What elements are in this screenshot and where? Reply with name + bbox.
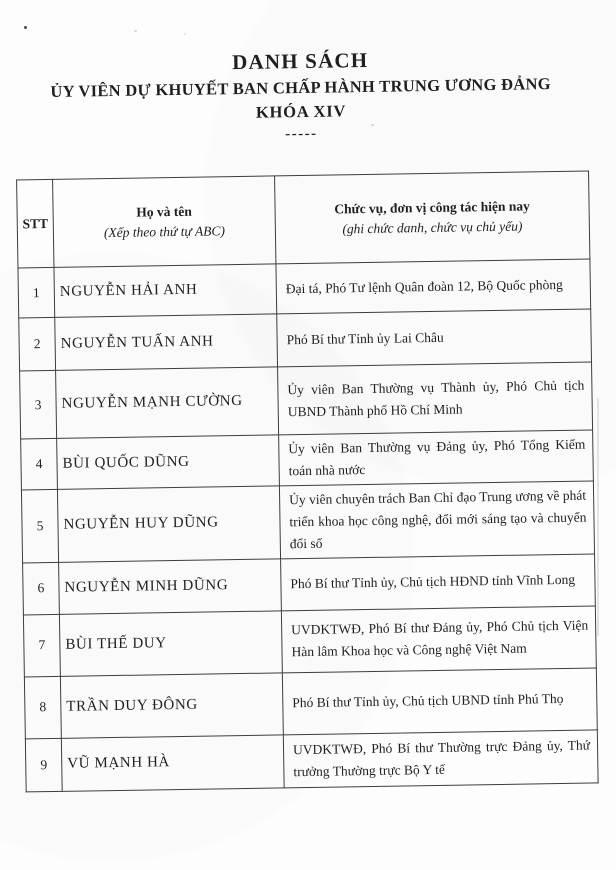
- member-position: Phó Bí thư Tỉnh ủy Lai Châu: [277, 309, 592, 367]
- table-row: [18, 259, 591, 318]
- row-number: 6: [23, 562, 60, 615]
- table-row: [19, 309, 592, 371]
- member-position: Phó Bí thư Tỉnh ủy, Chủ tịch HĐND tỉnh Vĩnh Long: [281, 554, 596, 611]
- table-row: [23, 606, 596, 677]
- member-position: Ủy viên Ban Thường vụ Đảng ủy, Phó Tổng Kiểm toán nhà nước: [279, 430, 594, 486]
- row-number: 4: [21, 438, 58, 489]
- member-position: UVDKTWĐ, Phó Bí thư Đảng ủy, Phó Chủ tịch Viện Hàn lâm Khoa học và Công nghệ Việt Nam: [281, 606, 596, 673]
- separator-dashes: -----: [285, 125, 318, 143]
- table-row: [23, 554, 596, 615]
- member-name: NGUYỄN HẢI ANH: [54, 264, 277, 317]
- row-number: 9: [25, 738, 62, 792]
- row-number: 1: [18, 267, 55, 318]
- document-content: [13, 0, 597, 792]
- table-row: [20, 362, 593, 439]
- member-name: BÙI THẾ DUY: [59, 611, 282, 676]
- member-name: VŨ MẠNH HÀ: [61, 735, 284, 791]
- member-name: NGUYỄN MINH DŨNG: [59, 559, 282, 614]
- table-row: [21, 481, 594, 563]
- document-title-block: [14, 46, 587, 147]
- member-position: UVDKTWĐ, Phó Bí thư Thường trực Đảng ủy, Thứ trưởng Thường trực Bộ Y tế: [283, 730, 598, 788]
- member-position: Ủy viên chuyên trách Ban Chỉ đạo Trung ương về phát triển khoa học công nghệ, đổi mới sáng tạo và chuyển đổi số: [279, 481, 594, 559]
- member-position: Ủy viên Ban Thường vụ Thành ủy, Phó Chủ tịch UBND Thành phố Hồ Chí Minh: [278, 362, 593, 435]
- member-position: Phó Bí thư Tỉnh ủy, Chủ tịch UBND tỉnh Phú Thọ: [282, 668, 597, 735]
- table-row: [25, 730, 598, 792]
- header-name: [53, 176, 276, 267]
- document-subtitle: ỦY VIÊN DỰ KHUYẾT BAN CHẤP HÀNH TRUNG ƯƠNG ĐẢNG: [50, 74, 552, 102]
- row-number: 5: [21, 489, 58, 563]
- header-name-sub: (Xếp theo thứ tự ABC): [103, 222, 225, 240]
- header-stt: STT: [17, 179, 54, 268]
- document-title: DANH SÁCH: [231, 47, 369, 75]
- row-number: 2: [19, 317, 56, 371]
- member-name: NGUYỄN TUẤN ANH: [55, 314, 278, 370]
- member-name: NGUYỄN MẠNH CƯỜNG: [56, 367, 279, 438]
- member-name: TRẦN DUY ĐÔNG: [60, 673, 283, 738]
- member-name: NGUYỄN HUY DŨNG: [57, 486, 280, 562]
- table-header-row: [17, 171, 590, 268]
- row-number: 8: [24, 676, 61, 739]
- table-row: [24, 668, 597, 739]
- row-number: 3: [20, 370, 57, 439]
- header-name-main: Họ và tên: [136, 204, 192, 221]
- member-position: Đại tá, Phó Tư lệnh Quân đoàn 12, Bộ Quốc phòng: [276, 259, 591, 314]
- table-row: [21, 430, 594, 490]
- member-name: BÙI QUỐC DŨNG: [57, 435, 280, 489]
- document-term: KHÓA XIV: [255, 101, 347, 122]
- header-position: [275, 171, 590, 264]
- header-position-main: Chức vụ, đơn vị công tác hiện nay: [334, 198, 530, 217]
- header-position-sub: (ghi chức danh, chức vụ chủ yếu): [342, 218, 523, 237]
- row-number: 7: [23, 614, 60, 677]
- scan-edge-artifact: [597, 398, 599, 636]
- members-table: [16, 171, 599, 793]
